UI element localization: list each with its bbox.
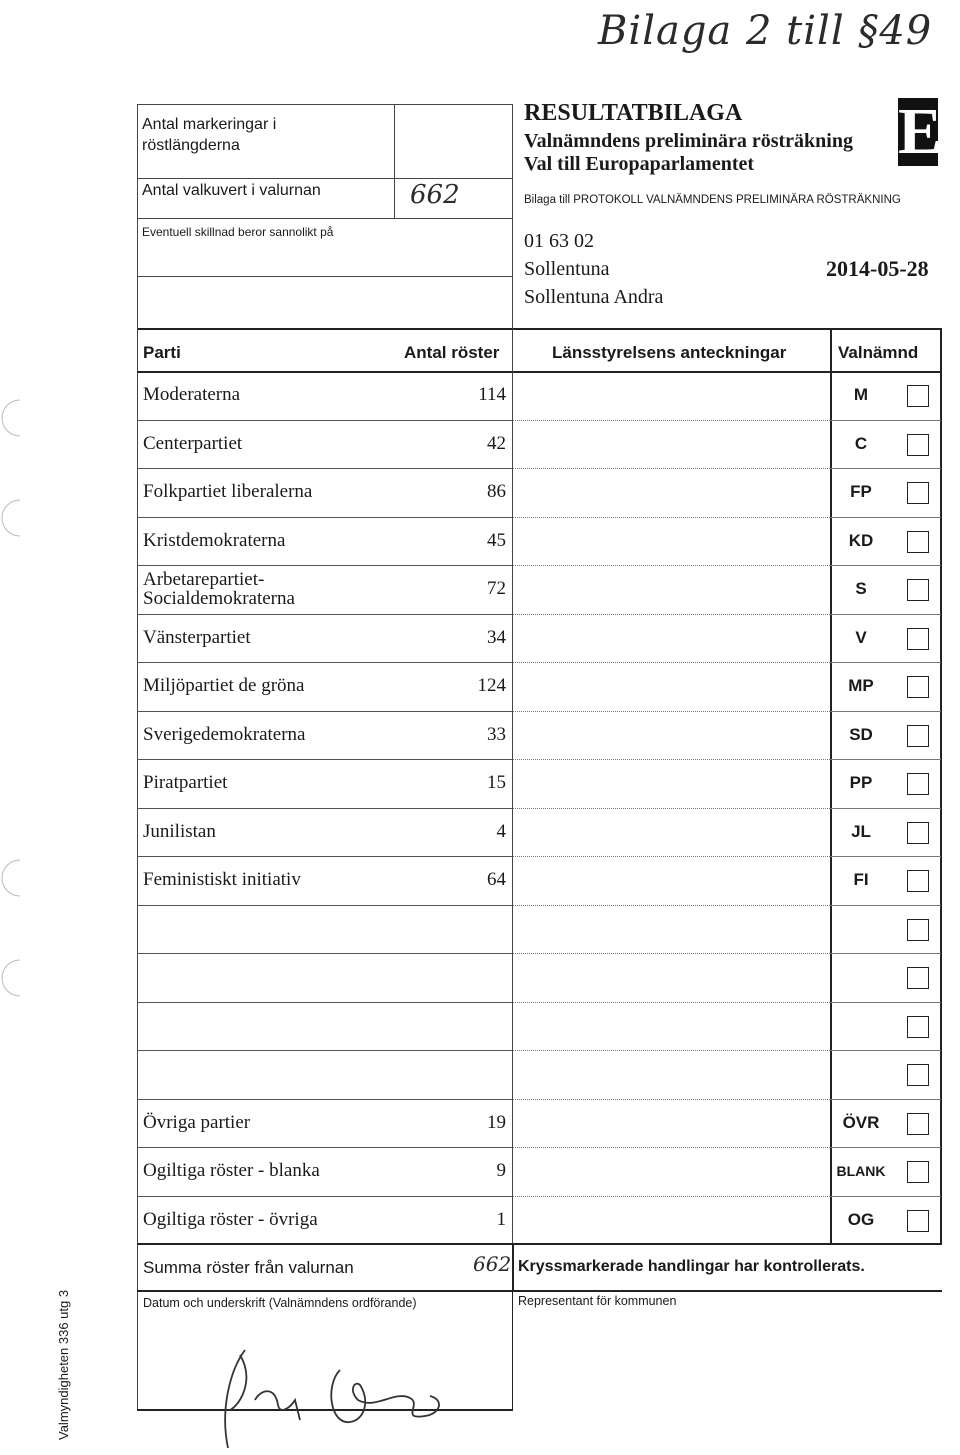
notes-line: [513, 565, 830, 566]
party-name: Folkpartiet liberalerna: [143, 481, 313, 503]
vote-count: 9: [496, 1160, 506, 1182]
summary-value: 662: [473, 1252, 512, 1276]
code-divider: [830, 614, 941, 615]
committee-checkbox[interactable]: [907, 967, 929, 989]
vote-count: 86: [487, 481, 506, 503]
col-party: Parti: [143, 343, 181, 362]
notes-line: [513, 1099, 830, 1100]
row-divider: [137, 662, 513, 663]
row-divider: [137, 808, 513, 809]
code-divider: [830, 1002, 941, 1003]
committee-checkbox[interactable]: [907, 579, 929, 601]
party-name: Kristdemokraterna: [143, 529, 286, 551]
code-divider: [830, 662, 941, 663]
party-code: PP: [849, 773, 873, 793]
row-divider: [137, 953, 513, 954]
code-divider: [830, 711, 941, 712]
vote-count: 15: [487, 772, 506, 794]
code-divider: [830, 565, 941, 566]
form-title: RESULTATBILAGA: [524, 100, 743, 126]
district-code: 01 63 02: [524, 230, 594, 252]
row-divider: [137, 856, 513, 857]
code-divider: [830, 420, 941, 421]
protocol-ref: Bilaga till PROTOKOLL VALNÄMNDENS PRELIMINÄRA RÖSTRÄKNING: [524, 194, 901, 206]
party-code: M: [853, 385, 869, 405]
municipality: Sollentuna: [524, 258, 610, 280]
district-name: Sollentuna Andra: [524, 286, 664, 308]
party-name: Arbetarepartiet- Socialdemokraterna: [143, 569, 295, 609]
committee-checkbox[interactable]: [907, 919, 929, 941]
envelopes-value: 662: [410, 180, 460, 210]
punch-holes: [0, 380, 30, 1020]
vote-count: 33: [487, 723, 506, 745]
party-code: KD: [848, 530, 874, 550]
party-code: SD: [849, 724, 873, 744]
party-name: Junilistan: [143, 820, 216, 842]
vote-count: 42: [487, 432, 506, 454]
row-divider: [137, 759, 513, 760]
party-name: Centerpartiet: [143, 432, 243, 454]
notes-line: [513, 1196, 830, 1197]
code-divider: [830, 1196, 941, 1197]
row-divider: [137, 905, 513, 906]
votes-column-border: [512, 328, 513, 1243]
summary-label: Summa röster från valurnan: [143, 1258, 354, 1277]
markings-label: Antal markeringar i röstlängderna: [142, 116, 277, 154]
vote-count: 72: [487, 578, 506, 600]
vote-count: 34: [487, 626, 506, 648]
form-letter: E: [898, 95, 943, 168]
notes-line: [513, 1002, 830, 1003]
vote-count: 124: [477, 675, 506, 697]
row-divider: [137, 517, 513, 518]
code-divider: [830, 1050, 941, 1051]
committee-checkbox[interactable]: [907, 628, 929, 650]
row-divider: [137, 1050, 513, 1051]
vote-count: 114: [478, 384, 506, 406]
party-name: Vänsterpartiet: [143, 626, 251, 648]
notes-line: [513, 1050, 830, 1051]
notes-line: [513, 711, 830, 712]
col-votes: Antal röster: [404, 343, 500, 362]
code-divider: [830, 517, 941, 518]
committee-checkbox[interactable]: [907, 434, 929, 456]
row-divider: [137, 1147, 513, 1148]
party-code: C: [854, 433, 868, 453]
chair-signature-label: Datum och underskrift (Valnämndens ordförande): [143, 1296, 417, 1310]
row-divider: [137, 614, 513, 615]
party-code: OG: [847, 1209, 875, 1229]
party-name: Moderaterna: [143, 384, 241, 406]
rep-signature-label: Representant för kommunen: [518, 1294, 677, 1308]
party-code: MP: [848, 676, 874, 696]
notes-line: [513, 662, 830, 663]
vote-count: 4: [496, 820, 506, 842]
notes-line: [513, 517, 830, 518]
committee-checkbox[interactable]: [907, 385, 929, 407]
code-divider: [830, 468, 941, 469]
row-divider: [137, 711, 513, 712]
col-committee: Valnämnd: [838, 343, 919, 362]
checked-note: Kryssmarkerade handlingar har kontrollerats.: [518, 1258, 865, 1275]
committee-checkbox[interactable]: [907, 1210, 929, 1232]
notes-line: [513, 1147, 830, 1148]
form-subtitle: Valnämndens preliminära rösträkning: [524, 130, 853, 152]
vote-count: 45: [487, 529, 506, 551]
party-code: JL: [851, 821, 871, 841]
committee-checkbox[interactable]: [907, 676, 929, 698]
committee-checkbox[interactable]: [907, 1113, 929, 1135]
notes-line: [513, 759, 830, 760]
notes-line: [513, 468, 830, 469]
vote-count: 19: [487, 1111, 506, 1133]
code-divider: [830, 1147, 941, 1148]
code-divider: [830, 759, 941, 760]
difference-label: Eventuell skillnad beror sannolikt på: [142, 225, 334, 239]
notes-line: [513, 953, 830, 954]
handwritten-title: Bilaga 2 till §49: [598, 8, 933, 54]
code-divider: [830, 856, 941, 857]
party-code: ÖVR: [842, 1112, 880, 1132]
notes-line: [513, 808, 830, 809]
party-name: Piratpartiet: [143, 772, 228, 794]
party-name: Övriga partier: [143, 1111, 251, 1133]
committee-checkbox[interactable]: [907, 773, 929, 795]
party-code: FP: [850, 482, 872, 502]
code-divider: [830, 953, 941, 954]
row-divider: [137, 420, 513, 421]
row-divider: [137, 565, 513, 566]
party-name: Ogiltiga röster - övriga: [143, 1208, 318, 1230]
side-form-ref: Valmyndigheten 336 utg 3: [56, 1289, 71, 1440]
committee-checkbox[interactable]: [907, 870, 929, 892]
committee-checkbox[interactable]: [907, 1161, 929, 1183]
committee-checkbox[interactable]: [907, 822, 929, 844]
vote-count: 1: [496, 1208, 506, 1230]
party-name: Miljöpartiet de gröna: [143, 675, 305, 697]
notes-line: [513, 905, 830, 906]
party-code: BLANK: [836, 1163, 886, 1180]
vote-count: 64: [487, 869, 506, 891]
notes-line: [513, 614, 830, 615]
party-name: Ogiltiga röster - blanka: [143, 1160, 320, 1182]
party-code: V: [855, 627, 867, 647]
col-notes: Länsstyrelsens anteckningar: [552, 343, 787, 362]
party-code: FI: [853, 870, 869, 890]
party-name: Feministiskt initiativ: [143, 869, 301, 891]
party-name: Sverigedemokraterna: [143, 723, 306, 745]
row-divider: [137, 1002, 513, 1003]
notes-line: [513, 420, 830, 421]
committee-checkbox[interactable]: [907, 725, 929, 747]
code-divider: [830, 808, 941, 809]
envelopes-label: Antal valkuvert i valurnan: [142, 182, 321, 199]
party-code: S: [855, 579, 867, 599]
code-divider: [830, 1099, 941, 1100]
committee-checkbox[interactable]: [907, 531, 929, 553]
report-date: 2014-05-28: [826, 256, 929, 281]
chair-signature-scribble: [200, 1330, 460, 1455]
committee-checkbox[interactable]: [907, 482, 929, 504]
election-type: Val till Europaparlamentet: [524, 153, 755, 175]
row-divider: [137, 468, 513, 469]
notes-line: [513, 856, 830, 857]
committee-checkbox[interactable]: [907, 1016, 929, 1038]
row-divider: [137, 1099, 513, 1100]
code-divider: [830, 905, 941, 906]
row-divider: [137, 1196, 513, 1197]
committee-checkbox[interactable]: [907, 1064, 929, 1086]
